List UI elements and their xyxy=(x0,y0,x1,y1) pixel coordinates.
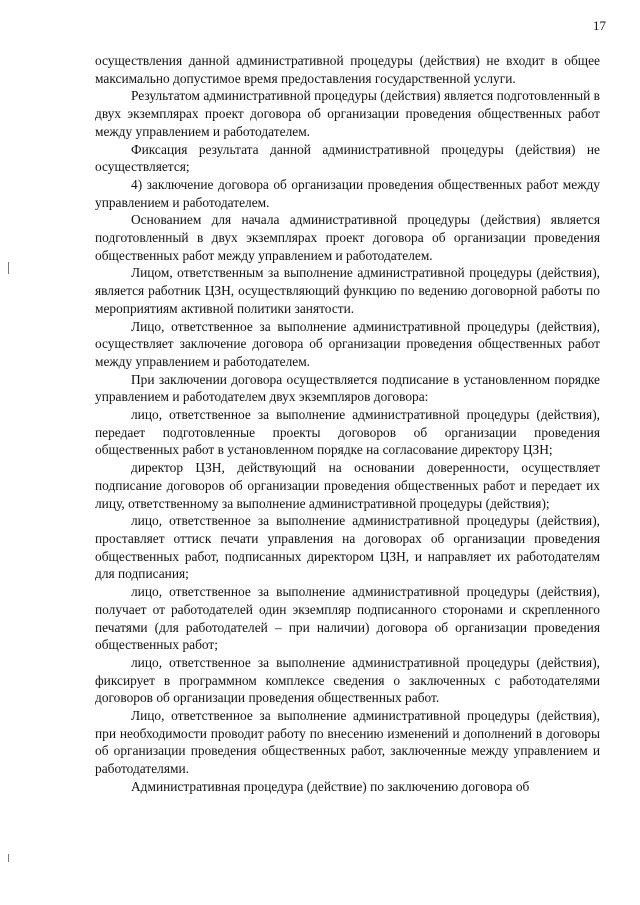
paragraph: директор ЦЗН, действующий на основании доверенности, осуществляет подписание договоров об организации проведения общественных работ и передает их лицу, ответственному за выполнение административной процедуры (действия); xyxy=(95,460,600,511)
paragraph: Результатом административной процедуры (действия) является подготовленный в двух экземплярах проект договора об организации проведения общественных работ между управлением и работодателем. xyxy=(95,88,600,139)
document-body xyxy=(95,52,600,796)
paragraph: При заключении договора осуществляется подписание в установленном порядке управлением и работодателем двух экземпляров договора: xyxy=(95,371,600,405)
page-number: 17 xyxy=(593,18,606,33)
paragraph: Административная процедура (действие) по заключению договора об xyxy=(131,778,530,794)
margin-mark xyxy=(8,854,9,862)
paragraph: лицо, ответственное за выполнение административной процедуры (действия), фиксирует в программном комплексе сведения о заключенных с работодателями договоров об организации проведения общественных работ. xyxy=(95,654,600,706)
paragraph: Лицо, ответственное за выполнение административной процедуры (действия), при необходимости проводит работу по внесению изменений и дополнений в договоры об организации проведения общественных работ, заключенные между управлением и работодателями. xyxy=(95,708,600,777)
paragraph: лицо, ответственное за выполнение административной процедуры (действия), проставляет оттиск печати управления на договорах об организации проведения общественных работ, подписанных директором ЦЗН, и направляет их работодателям для подписания; xyxy=(95,513,600,582)
margin-mark xyxy=(8,262,9,274)
paragraph: Лицо, ответственное за выполнение административной процедуры (действия), осуществляет заключение договора об организации проведения общественных работ между управлением и работодателем. xyxy=(95,318,600,369)
paragraph: Фиксация результата данной административной процедуры (действия) не осуществляется; xyxy=(95,141,600,175)
paragraph: Лицом, ответственным за выполнение административной процедуры (действия), является работник ЦЗН, осуществляющий функцию по ведению договорной работы по мероприятиям активной политики занятости. xyxy=(95,265,600,316)
paragraph: лицо, ответственное за выполнение административной процедуры (действия), передает подготовленные проекты договоров об организации проведения общественных работ в установленном порядке на согласование директору ЦЗН; xyxy=(95,407,600,458)
paragraph: 4) заключение договора об организации проведения общественных работ между управлением и работодателем. xyxy=(95,176,600,210)
paragraph: лицо, ответственное за выполнение административной процедуры (действия), получает от работодателей один экземпляр подписанного сторонами и скрепленного печатями (для работодателей – при наличии) договора об организации проведения общественных работ; xyxy=(95,584,600,653)
paragraph: осуществления данной административной процедуры (действия) не входит в общее максимально допустимое время предоставления государственной услуги. xyxy=(95,53,600,86)
paragraph: Основанием для начала административной процедуры (действия) является подготовленный в двух экземплярах проект договора об организации проведения общественных работ между управлением и работодателем. xyxy=(95,212,600,263)
